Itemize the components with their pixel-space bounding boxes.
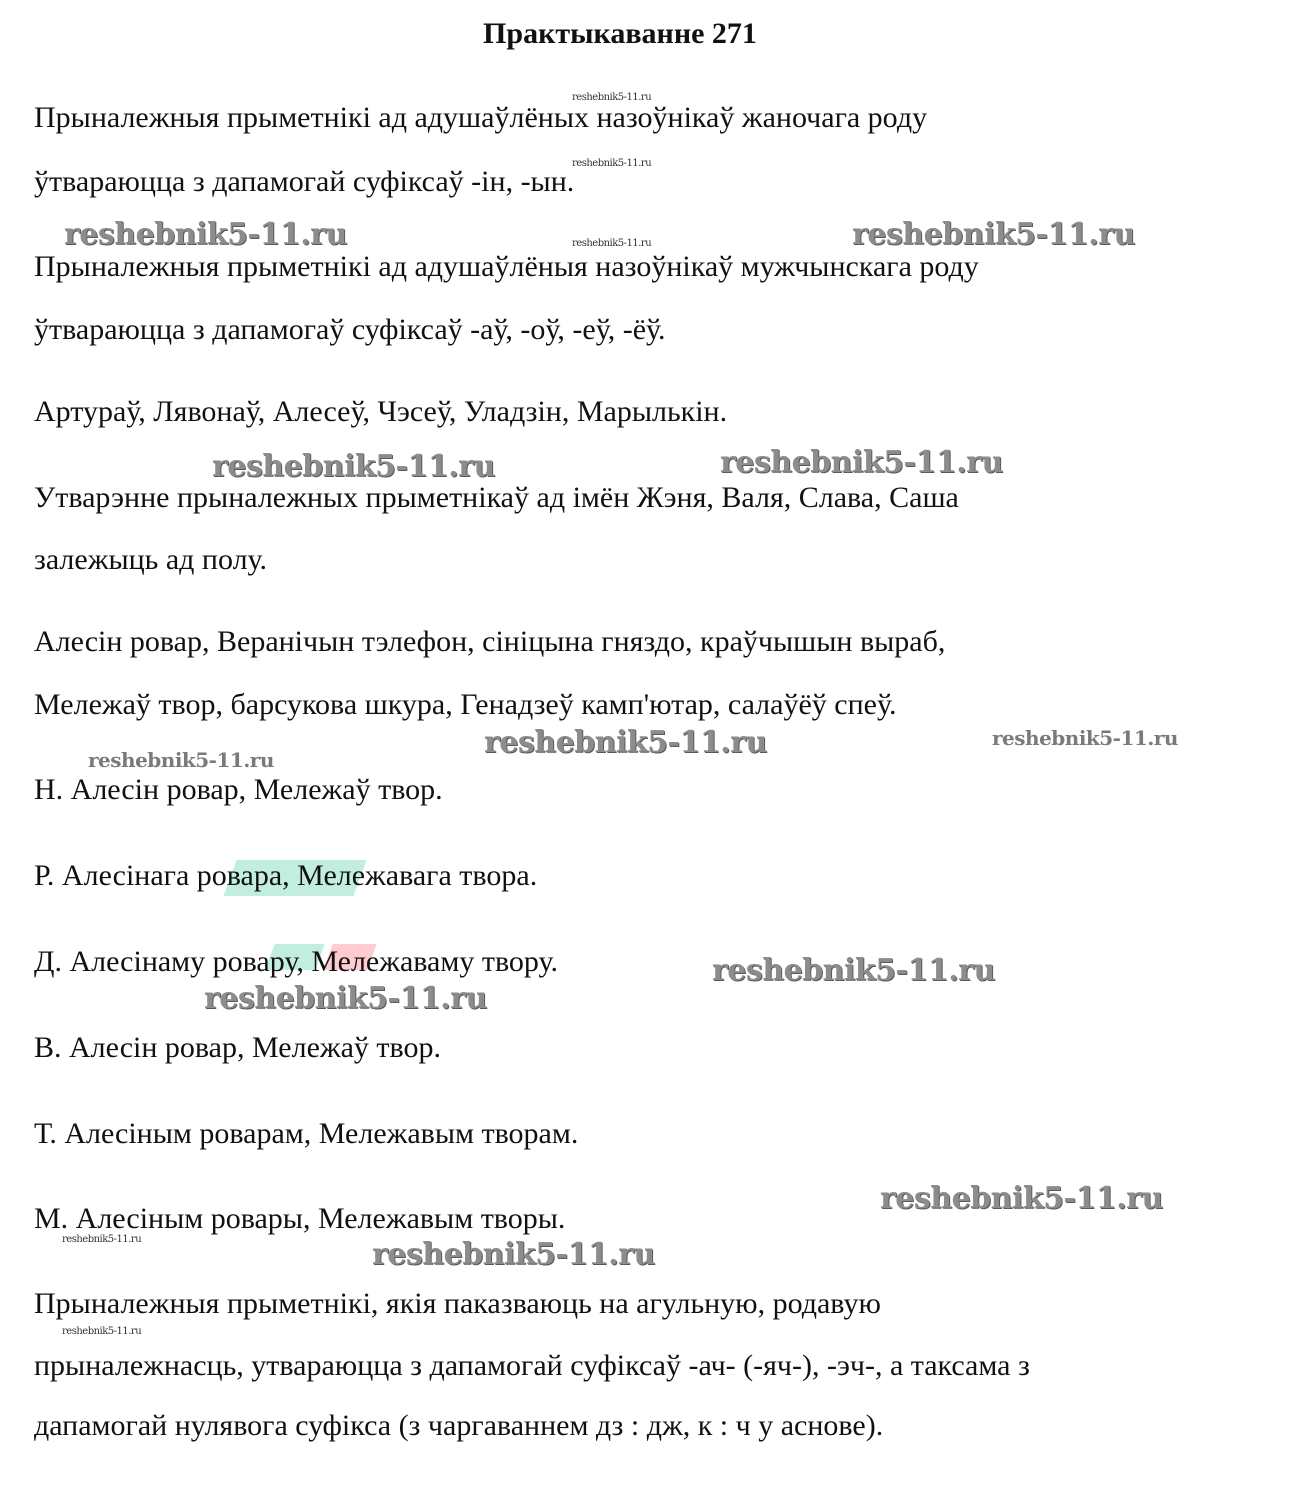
paragraph-line: Прыналежныя прыметнікі ад адушаўлёныя назоўнікаў мужчынскага роду (34, 250, 979, 283)
watermark: reshebnik5-11.ru (712, 953, 995, 988)
watermark: reshebnik5-11.ru (88, 748, 274, 772)
watermark: reshebnik5-11.ru (572, 238, 652, 249)
paragraph-line: залежыць ад полу. (34, 543, 268, 576)
case-line: В. Алесін ровар, Мележаў твор. (34, 1031, 441, 1064)
paragraph-line: ўтвараюцца з дапамогай суфіксаў -ін, -ын. (34, 165, 575, 198)
watermark: reshebnik5-11.ru (204, 981, 487, 1016)
case-line: Т. Алесіным роварам, Мележавым творам. (34, 1117, 579, 1150)
paragraph-line: Алесін ровар, Веранічын тэлефон, сініцына гняздо, краўчышын выраб, (34, 625, 946, 658)
paragraph-line: Прыналежныя прыметнікі ад адушаўлёных назоўнікаў жаночага роду (34, 101, 928, 134)
case-line: М. Алесіным ровары, Мележавым творы. (34, 1202, 566, 1235)
case-line: Д. Алесінаму ровару, Мележаваму твору. (34, 945, 559, 978)
watermark: reshebnik5-11.ru (720, 445, 1003, 480)
paragraph-line: Артураў, Лявонаў, Алесеў, Чэсеў, Уладзін, Марылькін. (34, 395, 728, 428)
watermark: reshebnik5-11.ru (372, 1237, 655, 1272)
watermark: reshebnik5-11.ru (484, 725, 767, 760)
paragraph-line: Прыналежныя прыметнікі, якія паказваюць на агульную, родавую (34, 1287, 881, 1320)
watermark: reshebnik5-11.ru (62, 1326, 142, 1337)
paragraph-line: прыналежнасць, утвараюцца з дапамогай суфіксаў -ач- (-яч-), -эч-, а таксама з (34, 1349, 1030, 1382)
case-line: Р. Алесінага ровара, Мележавага твора. (34, 859, 538, 892)
paragraph-line: Утварэнне прыналежных прыметнікаў ад імён Жэня, Валя, Слава, Саша (34, 481, 959, 514)
watermark: reshebnik5-11.ru (64, 217, 347, 252)
paragraph-line: ўтвараюцца з дапамогаў суфіксаў -аў, -оў, -еў, -ёў. (34, 313, 666, 346)
case-line: Н. Алесін ровар, Мележаў твор. (34, 773, 443, 806)
watermark: reshebnik5-11.ru (212, 449, 495, 484)
watermark: reshebnik5-11.ru (572, 92, 652, 103)
paragraph-line: дапамогай нулявога суфікса (з чаргаваннем дз : дж, к : ч у аснове). (34, 1409, 884, 1442)
watermark: reshebnik5-11.ru (852, 217, 1135, 252)
watermark: reshebnik5-11.ru (572, 158, 652, 169)
watermark: reshebnik5-11.ru (880, 1181, 1163, 1216)
watermark: reshebnik5-11.ru (62, 1234, 142, 1245)
paragraph-line: Мележаў твор, барсукова шкура, Генадзеў камп'ютар, салаўёў спеў. (34, 688, 897, 721)
page-title: Практыкаванне 271 (483, 17, 757, 50)
watermark: reshebnik5-11.ru (992, 726, 1178, 750)
